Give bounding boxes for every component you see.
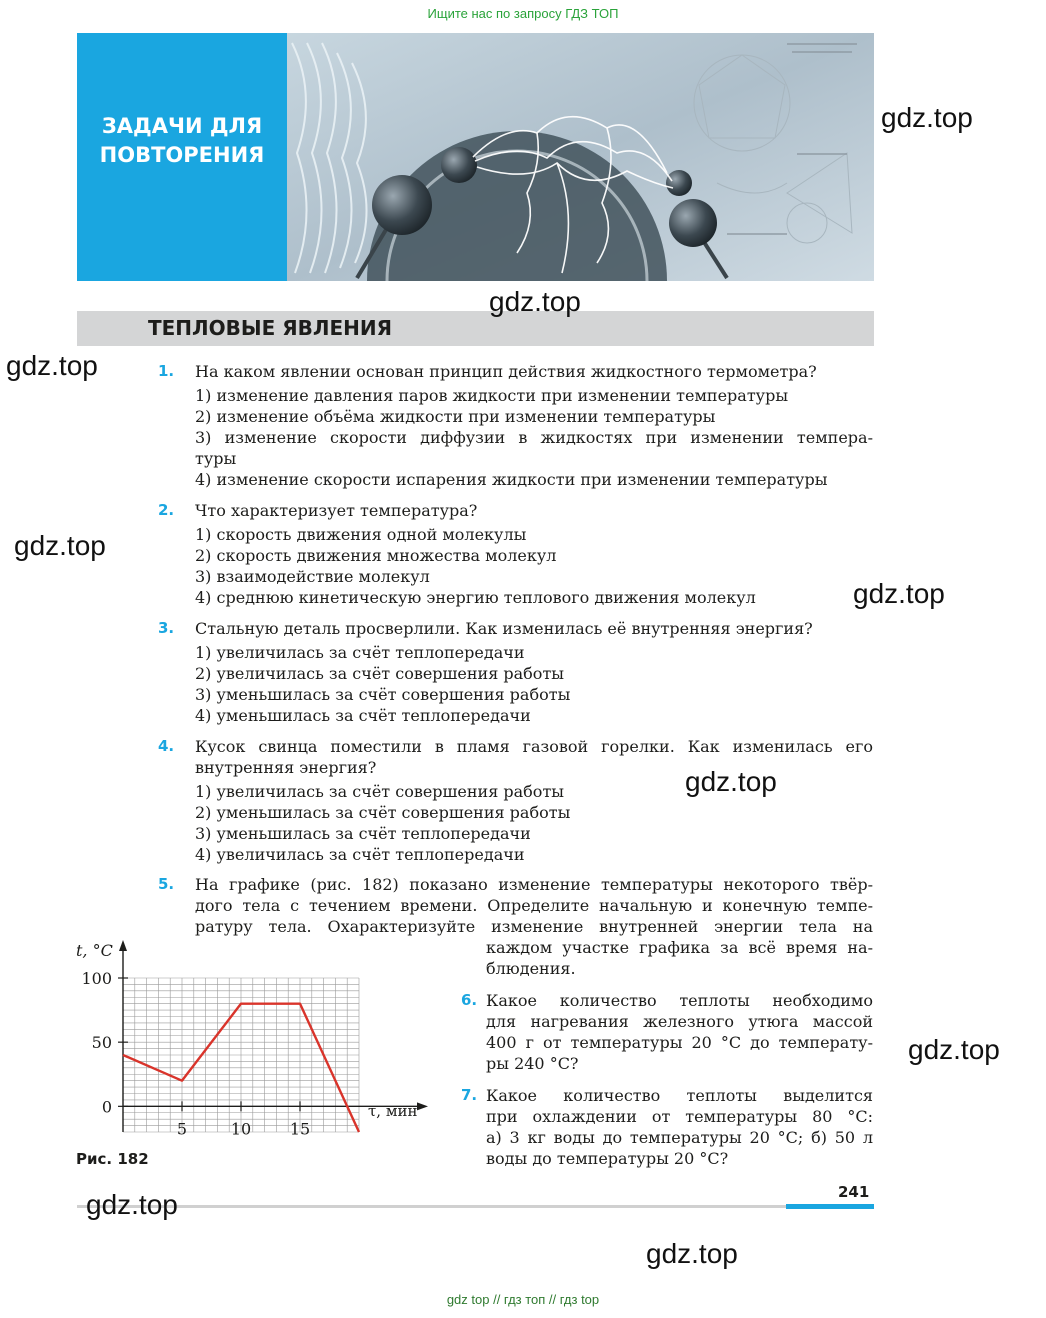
question-7-line-4: воды до температуры 20 °C? [486,1149,729,1168]
bottom-search-note: gdz top // гдз топ // гдз top [446,1292,600,1307]
question-7 [486,1085,873,1169]
question-3-text: Стальную деталь просверлили. Как изменилась её внутренняя энергия? [195,619,813,638]
question-3-option-4: 4) уменьшилась за счёт теплопередачи [195,706,531,725]
question-6 [486,990,873,1074]
question-1-text: На каком явлении основан принцип действия жидкостного термометра? [195,362,817,381]
chart-x-tick-label-10: 10 [230,1119,252,1139]
question-1-option-2: 2) изменение объёма жидкости при изменении температуры [195,407,716,426]
question-4 [195,736,873,865]
watermark-8: gdz.top [86,1189,178,1220]
question-7-number: 7. [461,1086,478,1104]
question-2-text: Что характеризует температура? [195,501,478,520]
watermark-4: gdz.top [14,530,106,561]
question-7-line-1: Какое количество теплоты выделится [486,1086,873,1105]
question-1-option-3: 3) изменение скорости диффузии в жидкостях при изменении темпера- [195,428,873,447]
question-1-option-3-cont: туры [195,449,237,468]
banner-title [77,112,287,170]
question-1-option-1: 1) изменение давления паров жидкости при изменении температуры [195,386,789,405]
watermark-2: gdz.top [489,286,581,317]
question-5-line-2: дого тела с течением времени. Определите начальную и конечную темпе- [195,896,873,915]
question-2 [195,500,756,608]
footer-rule [77,1205,787,1208]
watermark-5: gdz.top [853,578,945,609]
question-1-option-4: 4) изменение скорости испарения жидкости при изменении температуры [195,470,828,489]
section-title: ТЕПЛОВЫЕ ЯВЛЕНИЯ [148,316,393,340]
question-5-line-5: блюдения. [486,959,576,978]
chart-y-tick-label-50: 50 [91,1033,112,1053]
question-2-option-4: 4) среднюю кинетическую энергию теплового движения молекул [195,588,756,607]
question-5-number: 5. [158,875,175,893]
question-7-line-2: при охлаждении от температуры 80 °C: [486,1107,873,1126]
question-4-text-line-2: внутренняя энергия? [195,758,377,777]
chart-x-tick-label-15: 15 [289,1119,311,1139]
chart-y-axis-arrow [119,940,127,951]
banner-title-line-1: ЗАДАЧИ ДЛЯ [101,114,263,138]
banner-title-line-2: ПОВТОРЕНИЯ [99,143,265,167]
question-6-number: 6. [461,991,478,1009]
question-5-continued [486,937,873,979]
question-3-number: 3. [158,619,175,637]
chart-x-tick-label-5: 5 [176,1119,188,1139]
question-3-option-2: 2) увеличилась за счёт совершения работы [195,664,565,683]
top-search-note: Ищите нас по запросу ГДЗ ТОП [427,6,619,21]
question-4-option-1: 1) увеличилась за счёт совершения работы [195,782,565,801]
question-6-line-1: Какое количество теплоты необходимо [486,991,873,1010]
chart-x-axis-label: τ, мин [368,1102,418,1120]
question-4-option-2: 2) уменьшилась за счёт совершения работы [195,803,571,822]
question-1 [195,361,873,490]
question-5-line-1: На графике (рис. 182) показано изменение температуры некоторого твёр- [195,875,873,894]
question-7-line-3: а) 3 кг воды до температуры 20 °C; б) 50 л [486,1128,873,1147]
banner-illustration [287,33,874,281]
question-6-line-3: 400 г от температуры 20 °C до температу- [486,1033,873,1052]
watermark-6: gdz.top [685,766,777,797]
question-1-number: 1. [158,362,175,380]
question-2-option-1: 1) скорость движения одной молекулы [195,525,527,544]
question-4-number: 4. [158,737,175,755]
page-number: 241 [838,1183,870,1201]
question-6-line-4: ры 240 °C? [486,1054,579,1073]
watermark-9: gdz.top [646,1238,738,1269]
temperature-time-chart [70,935,445,1140]
question-5-line-3: ратуру тела. Охарактеризуйте изменение внутренней энергии тела на [195,917,873,936]
question-6-line-2: для нагревания железного утюга массой [486,1012,873,1031]
question-2-option-2: 2) скорость движения множества молекул [195,546,557,565]
watermark-1: gdz.top [881,102,973,133]
question-2-number: 2. [158,501,175,519]
watermark-7: gdz.top [908,1034,1000,1065]
footer-rule-accent [786,1204,874,1209]
question-3-option-1: 1) увеличилась за счёт теплопередачи [195,643,525,662]
question-5-line-4: каждом участке графика за всё время на- [486,938,873,957]
question-3-option-3: 3) уменьшилась за счёт совершения работы [195,685,571,704]
watermark-3: gdz.top [6,350,98,381]
question-2-option-3: 3) взаимодействие молекул [195,567,430,586]
chart-y-tick-label-0: 0 [101,1097,112,1117]
question-4-text-line-1: Кусок свинца поместили в пламя газовой горелки. Как изменилась его [195,737,873,756]
question-4-option-3: 3) уменьшилась за счёт теплопередачи [195,824,531,843]
chart-x-axis-arrow [417,1102,428,1110]
chart-y-axis-label: t, °C [76,941,113,960]
chart-y-tick-label-100: 100 [81,969,112,988]
question-5 [195,874,873,937]
question-3 [195,618,813,726]
question-4-option-4: 4) увеличилась за счёт теплопередачи [195,845,525,864]
figure-caption: Рис. 182 [76,1150,149,1168]
